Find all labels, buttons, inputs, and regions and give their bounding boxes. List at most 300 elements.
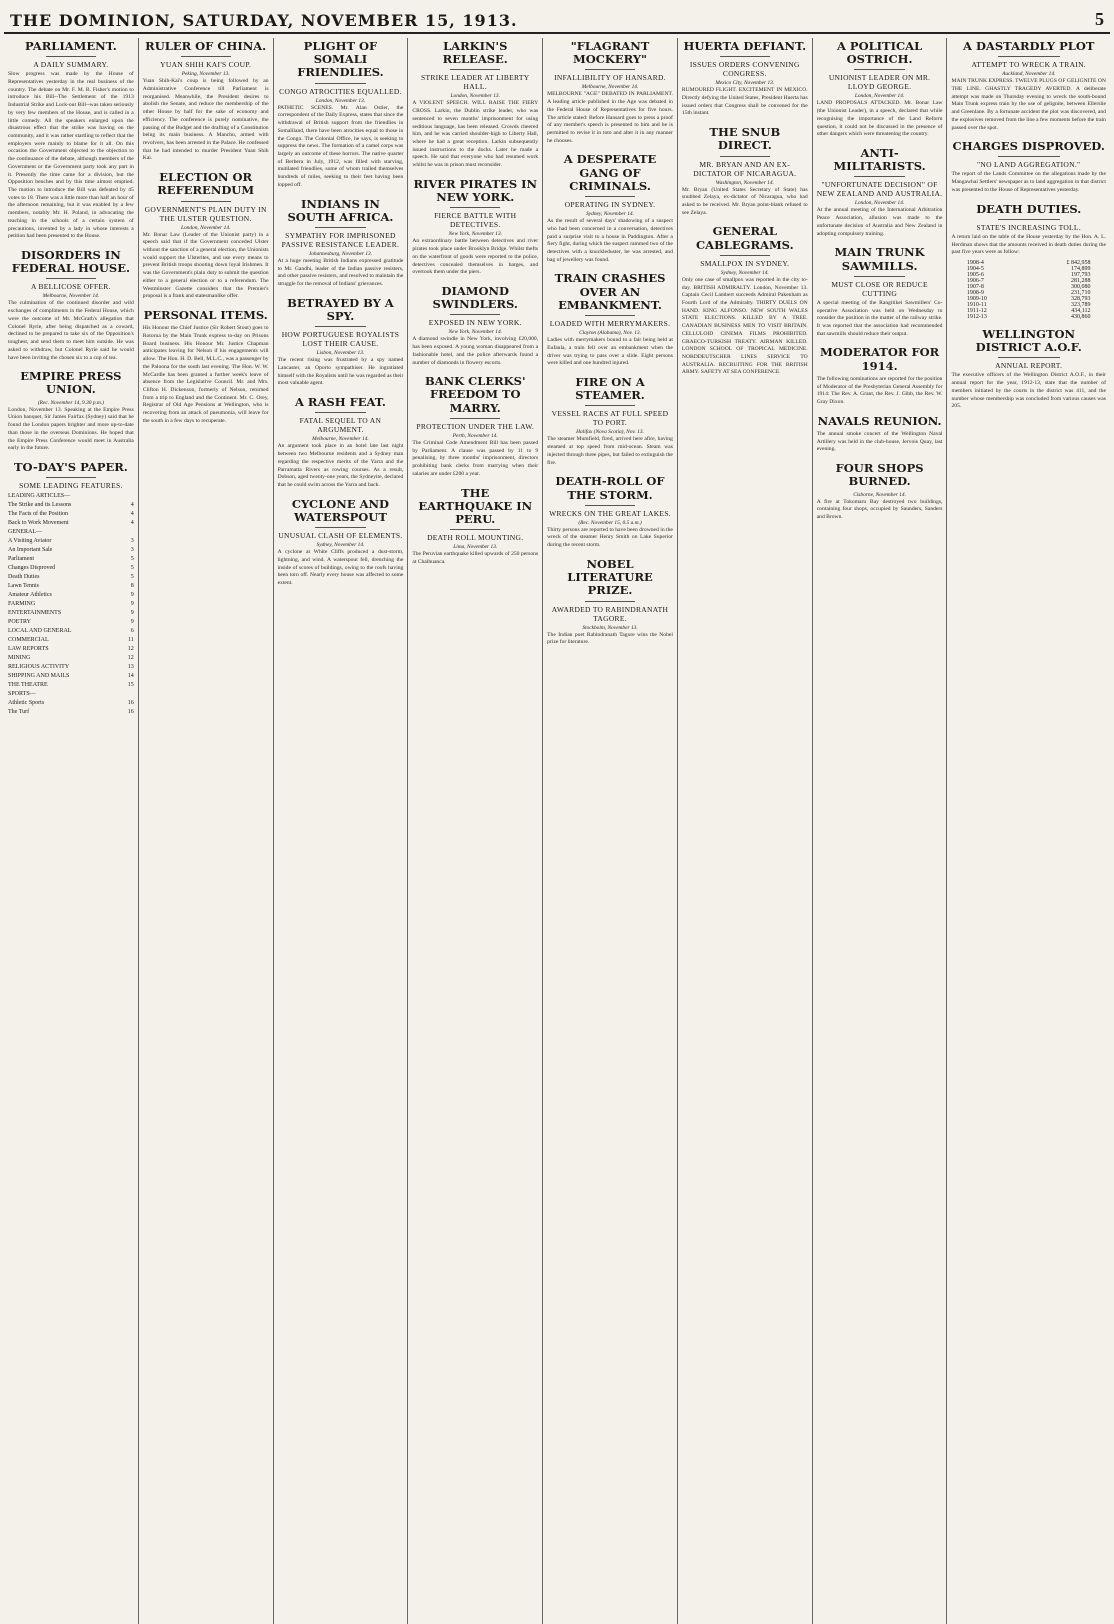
article [951,140,1106,194]
contents-label: LEADING ARTICLES— [8,493,71,500]
article [682,40,808,118]
article [951,328,1106,411]
article [8,249,134,362]
article-dateline: New York, November 13. [448,231,503,238]
article-subheadline: DEATH ROLL MOUNTING. [427,533,524,543]
divider [854,69,904,70]
article-headline: FOUR SHOPS BURNED. [835,461,924,489]
article-headline: "FLAGRANT MOCKERY" [570,39,650,67]
article-dateline: Sydney, November 14. [720,269,769,276]
article-headline: BETRAYED BY A SPY. [287,295,394,324]
article-subheadline: UNUSUAL CLASH OF ELEMENTS. [278,531,403,541]
article [278,297,404,388]
contents-label: Amateur Athletics [8,592,52,599]
article-body: An argument took place in an hotel late last night between two Melbourne residents and a Sydney man regarding the respective merits of the Yarra and the Parramatta Rivers as rowing courses. As a result, Dobson, aged twenty-one years, the Sydneyite, declared that he could swim across the Yarra and back. [277,443,404,488]
contents-row [8,510,134,519]
column-4 [408,38,543,1624]
article-body: A special meeting of the Rangitikei Sawmillers' Co-operative Association was held on Wednesday to consider the position in the matter of the railway strike. It was reported that the association had recommended that sawmills should reduce their output. [816,299,943,337]
table-amount: £ 842,958 [1066,260,1091,266]
contents-page: 13 [127,664,134,671]
article-headline: MODERATOR FOR 1914. [819,345,940,373]
article [8,40,134,241]
article-dateline: Sydney, November 14. [316,542,365,549]
article-headline: PERSONAL ITEMS. [143,308,268,323]
column-7 [813,38,948,1624]
divider [585,505,635,506]
contents-page: 8 [130,583,134,590]
article-body: Yuan Shih-Kai's coup is being followed by an Administrative Conference till Parliament is reorganised. Meanwhile, the President desires to abolish the Senate, and reduce the membership of the other House by half for the sake of economy and efficiency. The conference is purely nominative, the passing of the Budget and the drafting of a Constitution being its main business. A Manchu, armed with revolvers, has been arrested in the Palace. He confessed that he had intended to murder President Yuan Shih Kai. [142,78,269,162]
divider [450,529,500,530]
article-body: PATHETIC SCENES. Mr. Alan Ostler, the correspondent of the Daily Express, states that since the withdrawal of British support from the friendlies in Somaliland, there have been atrocities equal to those in the Congo. The Colonial Office, he says, is seeking to suppress the news. The formation of a camel corps was largely an outcome of these horrors. The native quarter of Berbera in July, 1912, was filled with starving, mutilated friendlies, some of whom trailed themselves hundreds of miles, seeking to their feet having been lopped off. [277,104,404,188]
contents-label: POETRY [8,619,32,626]
article-body: The culmination of the continued disorder and wild exchanges of compliments in the Federal House, which were the outcome of Mr. McGrath's allegation that Colonel Ryrie, after being dispatched as a coward, declined to be prepared to take six of the Opposition's toughest, and send them to meet him outside. He was asked to withdraw, but Colonel Ryrie said he would have been inviting the chosen six to a cup of tea. [8,300,134,361]
article-dateline: (Rec. November 14, 9.30 p.m.) [37,399,104,406]
contents-label: ENTERTAINMENTS [8,610,62,617]
article-headline: TO-DAY'S PAPER. [13,459,128,474]
contents-row [8,636,134,645]
article-headline: TRAIN CRASHES OVER AN EMBANKMENT. [554,271,666,312]
article-body: The annual smoke concert of the Wellington Naval Artillery was held in the club-house, Jervois Quay, last evening. [816,430,943,453]
contents-label: An Important Sale [8,547,53,554]
divider [315,83,365,84]
contents-row [8,492,134,501]
article-subheadline: SOME LEADING FEATURES. [19,481,123,491]
article-headline: PLIGHT OF SOMALI FRIENDLIES. [297,39,384,80]
divider [720,156,770,157]
divider [315,412,365,413]
article [682,225,808,377]
article-body: MAIN TRUNK EXPRESS. TWELVE PLUGS OF GELIGNITE ON THE LINE. GHASTLY TRAGEDY AVERTED. A deliberate attempt was made on Thursday evening to wreck the south-bound Main Trunk express train by the use of gelignite, between Ellerslie and Greenlane. By a fortunate accident the plot was discovered, and the explosives removed from the line a few moments before the train passed over the spot. [951,78,1106,131]
divider [585,315,635,316]
article-dateline: London, November 13. [450,93,500,100]
contents-label: Athletic Sports [8,700,45,707]
divider [998,357,1060,358]
article-dateline: Melbourne, November 14. [581,84,639,91]
article-dateline: London, November 14. [180,224,231,231]
article-dateline: Peking, November 13. [181,71,230,78]
article-body: The steamer Mumfield, fired, arrived here afire, having steamed at top speed from mid-ocean. Steam was injected through three pipes, but failed to extinguish the fire. [547,436,673,466]
contents-list [8,492,134,717]
contents-row [8,690,134,699]
divider [315,326,365,327]
article [278,498,404,588]
divider [998,219,1060,220]
contents-label: SPORTS— [8,691,36,698]
contents-page: 3 [130,538,134,545]
contents-label: The Turf [8,709,30,716]
article [8,370,134,453]
contents-page: 15 [127,682,134,689]
article-headline: MAIN TRUNK SAWMILLS. [834,245,925,273]
divider [450,69,500,70]
article-subheadline: STRIKE LEADER AT LIBERTY HALL. [420,73,530,92]
contents-label: Parliament [8,556,34,563]
divider [720,56,770,57]
article-body: The Peruvian earthquake killed upwards of 250 persons at Chalhuanca. [412,551,539,565]
contents-row [8,591,134,600]
contents-label: MINING [8,655,31,662]
article-headline: A DASTARDLY PLOT [963,39,1095,53]
article-subheadline: WRECKS ON THE GREAT LAKES. [549,508,671,518]
article [143,309,269,426]
divider [450,207,500,208]
article-dateline: Washington, November 14. [715,179,774,186]
table-year: 1907-8 [966,284,984,290]
article-body: Mr. Bonar Law (Leader of the Unionist party) in a speech said that if the Government conceded Ulster without the sanction of a general election, the Unionists would support the Ulsterites, and use every means to prevent British troops shooting down loyal Irishmen. It was the Government's plain duty to submit the question either to a general election or to a referendum. The Westminster Gazette considers that the Premier's proposal is a frank and statesmanlike offer. [142,231,269,300]
contents-label: The Strike and its Lessons [8,502,72,509]
article-headline: DEATH DUTIES. [976,201,1082,216]
divider [450,314,500,315]
column-2 [139,38,274,1624]
article-dateline: Perth, November 14. [452,432,498,439]
contents-page: 9 [130,601,134,608]
article [817,40,943,139]
article-dateline: Stockholm, November 13. [582,624,638,631]
article-subheadline: GOVERNMENT'S PLAIN DUTY IN THE ULSTER QUESTION. [144,204,267,223]
table-amount: 323,789 [1071,302,1091,308]
article-body: The Criminal Code Amendment Bill has been passed by Parliament. A clause was passed by 11 to 9 penalising, by three months' imprisonment, directors prohibiting bank clerks from marrying when their salaries are under £200 a year. [412,439,539,477]
article-subheadline: A DAILY SUMMARY. [33,60,109,70]
column-8 [947,38,1110,1624]
article-headline: ANTI-MILITARISTS. [833,146,926,174]
article-subheadline: VESSEL RACES AT FULL SPEED TO PORT. [551,409,669,428]
contents-row [8,564,134,573]
table-year: 1908-9 [966,290,984,296]
article-body: Ladies with merrymakers bound to a fair being held at Eufaula, a train fell over an embankment when the driver was trying to pass over a slide. Eight persons were killed and one hundred injured. [547,337,673,367]
contents-row [8,645,134,654]
article-body: Only one case of smallpox was reported in the city to-day. BRITISH ADMIRALTY. London, November 13. Captain Cecil Lambert succeeds Admiral Pakenham as Fourth Lord of the Admiralty. THIRTY DUELS ON HAND. KING ALFONSO. NEW SOUTH WALES STATE ELECTIONS. KILLED BY A TREE. CANADIAN BUSINESS MEN TO VISIT BRITAIN. CELLULOID CINEMA FILMS PROHIBITED. GRAECO-TURKISH TREATY. AIRMAN KILLED. LONDON SCHOOL OF TROPICAL MEDICINE. NORDDEUTSCHER LINES SERVICE TO AUSTRALIA. RECRUITING FOR THE BRITISH ARMY. SAFETY AT SEA CONFERENCE. [681,276,808,376]
table-row [967,314,1091,320]
table-amount: 197,793 [1071,272,1091,278]
article-subheadline: EXPOSED IN NEW YORK. [428,318,522,328]
article-body: At a huge meeting British Indians expressed gratitude to Mr. Gandhi, leader of the Indian passive resisters, and other passive resisters, and resolved to maintain the struggle for the removal of Indians' grievances. [277,258,404,288]
death-duties-table [967,260,1091,320]
contents-page: 12 [127,655,134,662]
contents-label: LAW REPORTS [8,646,49,653]
article-headline: A DESPERATE GANG OF CRIMINALS. [563,152,657,193]
article-subheadline: OPERATING IN SYDNEY. [564,200,656,210]
article-subheadline: ATTEMPT TO WRECK A TRAIN. [971,60,1086,70]
divider [181,56,231,57]
article-dateline: London, November 14. [854,200,905,207]
contents-row [8,708,134,717]
article-dateline: Auckland, November 14. [1002,71,1056,78]
article-dateline: Cisborne, November 14. [853,491,906,498]
contents-page: 14 [127,673,134,680]
article-dateline: Johannesburg, November 13. [308,251,373,257]
article-body: The Indian poet Rabindranath Tagore wins the Nobel prize for literature. [547,631,673,646]
contents-page: 4 [130,502,134,509]
contents-page: 9 [130,619,134,626]
contents-label: GENERAL— [8,529,42,536]
article-body: London, November 13. Speaking at the Empire Press Union banquet, Sir James Fairfax (Sydney) said that he found the London papers brighter and more up-to-date than those in the overseas Dominions. He hoped that the Empire Press Conference would meet in Australia early in the future. [8,406,134,452]
divider [315,227,365,228]
article-headline: CYCLONE AND WATERSPOUT [291,496,389,524]
article-headline: HUERTA DEFIANT. [683,39,807,53]
article [817,415,943,454]
article-subheadline: MR. BRYAN AND AN EX-DICTATOR OF NICARAGUA. [693,159,797,178]
article-body: As the result of several days' shadowing of a suspect who had been concerned in a conversation, detectives paid a surprise visit to a house in Paddington. After a fiery fight, during which the suspect rammed two of the detectives with a knuckleduster, he was arrested, and bag of jewellery was found. [547,218,673,263]
masthead-title: THE DOMINION, SATURDAY, NOVEMBER 15, 1913. [10,11,518,30]
article-headline: FIRE ON A STEAMER. [575,374,645,403]
masthead [4,4,1110,34]
article-subheadline: YUAN SHIH KAI'S COUP. [160,60,252,70]
article [547,558,673,647]
table-amount: 231,710 [1071,290,1091,296]
article-dateline: Mexico City, November 13. [715,80,775,87]
table-year: 1910-11 [966,302,987,308]
divider [450,418,500,419]
table-year: 1906-7 [966,278,984,284]
article-body: MELBOURNE "AGE" DEBATED IN PARLIAMENT. A leading article published in the Age was debated in the Federal House of Representatives for five hours. The article stated: Before Hansard goes to press a proof of any member's speech is presented to him and he is permitted to revise it in toto and alter it in any manner he chooses. [547,91,673,144]
article [817,346,943,406]
divider [585,196,635,197]
article-body: Slow progress was made by the House of Representatives yesterday in the real business of the country. The debate on Mr. F. M. B. Fisher's motion to introduce his Bill--The Settlement of the 1913 Industrial Strike and Lock-out Bill--was taken seriously by very few members of the House, and is called in a little comedy. All the speakers enlarged upon the disastrous effect that the strike was having on the community, and it was rather startling to reflect that the employers were mainly to blame for it all. On this occasion the Government objected to the objection to the continuance of the debate, although members of the Government or the Government party took any part in it. Presently the time came for a division, but the Opposition benches and by this time almost emptied. The motion to introduce the Bill was defeated by 45 votes to 18. There was a little more than half an hour of the afternoon remaining, but it was enabled by a few members, notably Mr. H. Poland, in advocating the teaching in the schools of a certain system of precautions, invented by a lady in whose interests a petition had been presented to the House. [8,71,134,240]
table-amount: 174,899 [1071,266,1091,272]
article-body: A return laid on the table of the House yesterday by the Hon. A. L. Herdman shows that the amounts received in death duties during the past five years were as follow: [951,233,1106,256]
article-headline: ELECTION OR REFERENDUM [157,170,255,198]
article [817,147,943,238]
contents-page: 11 [128,637,134,644]
contents-page: 5 [130,565,134,572]
contents-row [8,582,134,591]
article-subheadline: UNIONIST LEADER ON MR. LLOYD GEORGE. [828,73,931,92]
contents-label: A Visiting Aviator [8,538,52,545]
article-subheadline: INFALLIBILITY OF HANSARD. [554,73,666,83]
contents-page: 3 [130,547,134,554]
article [8,461,134,717]
contents-row [8,537,134,546]
contents-label: Lawn Tennis [8,583,39,590]
article-body: At the annual meeting of the International Arbitration Peace Association, allusion was made to the unfortunate decision of Australia and New Zealand in adopting compulsory training. [816,207,943,237]
article-headline: CHARGES DISPROVED. [952,139,1105,154]
contents-page: 6 [130,628,134,635]
contents-label: RELIGIOUS ACTIVITY [8,664,70,671]
contents-page: 9 [130,592,134,599]
contents-page: 16 [127,709,134,716]
article-headline: THE SNUB DIRECT. [709,125,781,153]
article-headline: LARKIN'S RELEASE. [442,39,508,67]
article [682,126,808,217]
article-body: Mr. Bryan (United States Secretary of State) has snubbed Zelaya, ex-dictator of Nicaragua, who had asked to be received. Mr. Bryan point-blank refused to see Zelaya. [681,186,808,216]
contents-row [8,618,134,627]
divider [854,276,904,277]
article-dateline: London, November 14. [854,93,905,100]
table-amount: 328,793 [1071,296,1091,302]
divider [315,527,365,528]
article [412,487,538,567]
article-headline: DISORDERS IN FEDERAL HOUSE. [11,248,130,276]
contents-row [8,501,134,510]
table-year: 1908-4 [966,260,984,266]
article-body: Thirty persons are reported to have been drowned in the wreck of the steamer Henry Smith on Lake Superior during the recent storm. [547,526,673,549]
table-year: 1911-12 [966,308,987,314]
article [412,40,538,170]
article-body: His Honour the Chief Justice (Sir Robert Stout) goes to Rotorua by the Main Trunk express to-day on Prisons Board business. His Honour Mr. Justice Chapman anticipates leaving for Nelson if his engagements will allow. The Hon. H. D. Bell, M.L.C., was a passenger by the Paloona for the south last evening. The Hon. W. W. McCardle has been granted a further week's leave of absence from the Legislative Council. Mr. and Mrs. Clifton H. Dickenson, formerly of Nelson, returned from a trip to England and the Continent. Mr. C. Orey, Registrar of Old Age Pensions at Wellington, who is recovering from an attack of pneumonia, will leave for the south in a few days to recuperate. [142,325,269,424]
contents-page: 4 [130,520,134,527]
contents-row [8,555,134,564]
article-subheadline: FATAL SEQUEL TO AN ARGUMENT. [299,416,382,435]
article [547,40,673,145]
article-headline: A RASH FEAT. [295,395,386,410]
article [951,203,1106,320]
article-body: RUMOURED FLIGHT. EXCITEMENT IN MEXICO. Directly defying the United States, President Huerta has issued orders that Congress shall be convened for the 15th instant. [681,87,808,117]
page-number: 5 [1095,9,1104,29]
article-headline: NOBEL LITERATURE PRIZE. [567,556,653,598]
divider [181,201,231,202]
divider [46,278,96,279]
contents-row [8,573,134,582]
contents-label: COMMERCIAL [8,637,49,644]
article-subheadline: SYMPATHY FOR IMPRISONED PASSIVE RESISTANCE LEADER. [281,231,400,249]
article-subheadline: A BELLICOSE OFFER. [30,282,111,292]
article-headline: PARLIAMENT. [25,39,117,53]
article-headline: RULER OF CHINA. [145,39,267,53]
contents-page: 12 [127,646,134,653]
article [547,272,673,368]
article-subheadline: CONGO ATROCITIES EQUALLED. [279,86,402,96]
article-dateline: Melbourne, November 14. [42,293,100,300]
column-6 [678,38,813,1624]
article-subheadline: "NO LAND AGGREGATION." [977,160,1081,170]
article [817,246,943,338]
article-dateline: Halifax (Nova Scotia), Nov. 13. [576,429,644,436]
article-headline: GENERAL CABLEGRAMS. [696,224,794,252]
column-1 [4,38,139,1624]
article-headline: A POLITICAL OSTRICH. [837,39,923,67]
table-amount: 300,080 [1071,284,1091,290]
divider [46,56,96,57]
article-headline: DIAMOND SWINDLERS. [432,283,518,312]
article [278,198,404,289]
article [547,475,673,550]
article-body: A VIOLENT SPEECH. WILL RAISE THE FIERY CROSS. Larkin, the Dublin strike leader, who was sentenced to seven months' imprisonment for using seditious language, has been released. Crowds cheered him, and he was carried shoulder-high to Liberty Hall, where he had a great reception. Larkin subsequently issued instructions to the docks. Later he made a speech. He said that everyone who had resumed work whilst he was in prison must reconsider. [412,100,539,169]
article [412,375,538,478]
contents-row [8,672,134,681]
article-dateline: Sydney, November 14. [586,211,634,218]
contents-row [8,663,134,672]
contents-label: Back to Work Movement [8,520,69,527]
contents-label: Death Duties [8,574,40,581]
article-dateline: (Rec. November 15, 0.5 a.m.) [578,519,642,526]
divider [854,176,904,177]
contents-row [8,609,134,618]
table-amount: 281,288 [1071,278,1091,284]
contents-label: THE THEATRE [8,682,48,689]
divider [46,477,96,478]
article-body: The recent rising was frustrated by a spy named Lancaster, an Oporto sympathiser. He ingratiated himself with the Royalists until he was regarded as their most valuable agent. [277,357,404,387]
article-dateline: Clayton (Alabama), Nov. 13. [579,330,641,337]
article-subheadline: STATE'S INCREASING TOLL. [976,222,1081,232]
contents-row [8,654,134,663]
contents-row [8,681,134,690]
contents-row [8,528,134,537]
contents-page: 9 [130,610,134,617]
contents-page: 4 [130,511,134,518]
column-5 [543,38,678,1624]
article-subheadline: ANNUAL REPORT. [995,361,1063,371]
columns [4,38,1110,1624]
article-headline: DEATH-ROLL OF THE STORM. [555,474,665,502]
article [143,171,269,301]
contents-label: FARMING [8,601,36,608]
article-dateline: Lima, November 13. [453,544,498,551]
article-headline: BANK CLERKS' FREEDOM TO MARRY. [424,374,526,415]
article-dateline: London, November 13. [315,97,366,104]
article-subheadline: MUST CLOSE OR REDUCE CUTTING [831,279,928,298]
article-body: A fire at Tokomaru Bay destroyed two buildings, containing four shops, occupied by Saunders, Sanders and Brown. [816,498,943,520]
article-body: LAND PROPOSALS ATTACKED. Mr. Bonar Law (the Unionist Leader), in a speech, declared that while recognising the importance of the Land Reform question, it could not be discussed in the presence of other dangers which were threatening the country. [816,100,943,138]
article [547,376,673,467]
article-headline: EMPIRE PRESS UNION. [20,369,122,397]
table-year: 1912-13 [966,314,987,320]
article [547,153,673,264]
article-dateline: New York, November 14. [448,329,503,336]
divider [585,69,635,70]
article-body: The report of the Lands Committee on the allegations made by the Mangawhai Settlers' newspaper as to land aggregation in that district was presented to the House of Representatives yesterday. [951,171,1106,193]
article-subheadline: LOADED WITH MERRYMAKERS. [549,319,671,329]
article-subheadline: AWARDED TO RABINDRANATH TAGORE. [551,604,669,623]
table-year: 1904-5 [966,266,984,272]
divider [998,56,1060,57]
article-headline: THE EARTHQUAKE IN PERU. [418,485,533,526]
contents-row [8,627,134,636]
contents-label: Changes Disproved [8,565,56,572]
article-body: The following nominations are reported for the position of Moderator of the Presbyterian General Assembly for 1914: The Rev. A. Grant, the Rev. J. Gibb, the Rev. W. Gray Dixon. [816,375,943,405]
contents-row [8,699,134,708]
contents-page: 16 [127,700,134,707]
article-subheadline: PROTECTION UNDER THE LAW. [416,421,535,431]
contents-page: 5 [130,556,134,563]
contents-page: 5 [130,574,134,581]
contents-label: LOCAL AND GENERAL [8,628,72,635]
divider [998,156,1060,157]
divider [585,405,635,406]
table-amount: 430,860 [1071,314,1091,320]
article [412,178,538,277]
contents-label: The Facts of the Position [8,511,68,518]
table-year: 1909-10 [966,296,987,302]
article-subheadline: FIERCE BATTLE WITH DETECTIVES. [434,211,517,230]
article-headline: WELLINGTON DISTRICT A.O.F. [975,327,1082,355]
article-subheadline: HOW PORTUGUESE ROYALISTS LOST THEIR CAUSE. [281,330,400,349]
article-dateline: Lisbon, November 13. [316,350,365,357]
divider [585,601,635,602]
column-3 [274,38,409,1624]
article-body: The executive officers of the Wellington District A.O.F., in their annual report for the year, 1912-13, state that the number of members initiated by the courts in the district was 411, and the number whose membership was concluded from various causes was 205. [951,372,1106,410]
article-dateline: Melbourne, November 14. [312,436,369,443]
contents-row [8,600,134,609]
article [412,285,538,367]
article [143,40,269,163]
article-subheadline: "UNFORTUNATE DECISION" OF NEW ZEALAND AND AUSTRALIA. [816,180,943,199]
article-headline: NAVALS REUNION. [817,413,942,428]
article [817,462,943,522]
article [278,396,404,490]
divider [720,255,770,256]
article-body: A diamond swindle in New York, involving £20,000, has been exposed. A young woman disappeared from a fashionable hotel, and the police afterwards found a number of diamonds in flowery escorts. [412,336,539,366]
contents-label: SHIPPING AND MAILS [8,673,70,680]
article-subheadline: SMALLPOX IN SYDNEY. [700,258,790,268]
table-amount: 434,112 [1071,308,1091,314]
contents-row [8,546,134,555]
article-body: An extraordinary battle between detectives and river pirates took place under Brooklyn Bridge. Whilst thefts on the waterfront of goods were reported to the police, detectives concealed themselves in barges, and overtook them under the piers. [412,238,539,276]
article [278,40,404,190]
article-subheadline: ISSUES ORDERS CONVENING CONGRESS. [689,60,800,79]
article-headline: INDIANS IN SOUTH AFRICA. [287,196,394,224]
article-body: A cyclone at White Cliffs produced a dust-storm, lightning, and wind. A waterspout fell, drenching the inside of scores of buildings, owing to the roofs having been torn off. Nearly every house was affected to some extent. [277,549,404,587]
contents-row [8,519,134,528]
